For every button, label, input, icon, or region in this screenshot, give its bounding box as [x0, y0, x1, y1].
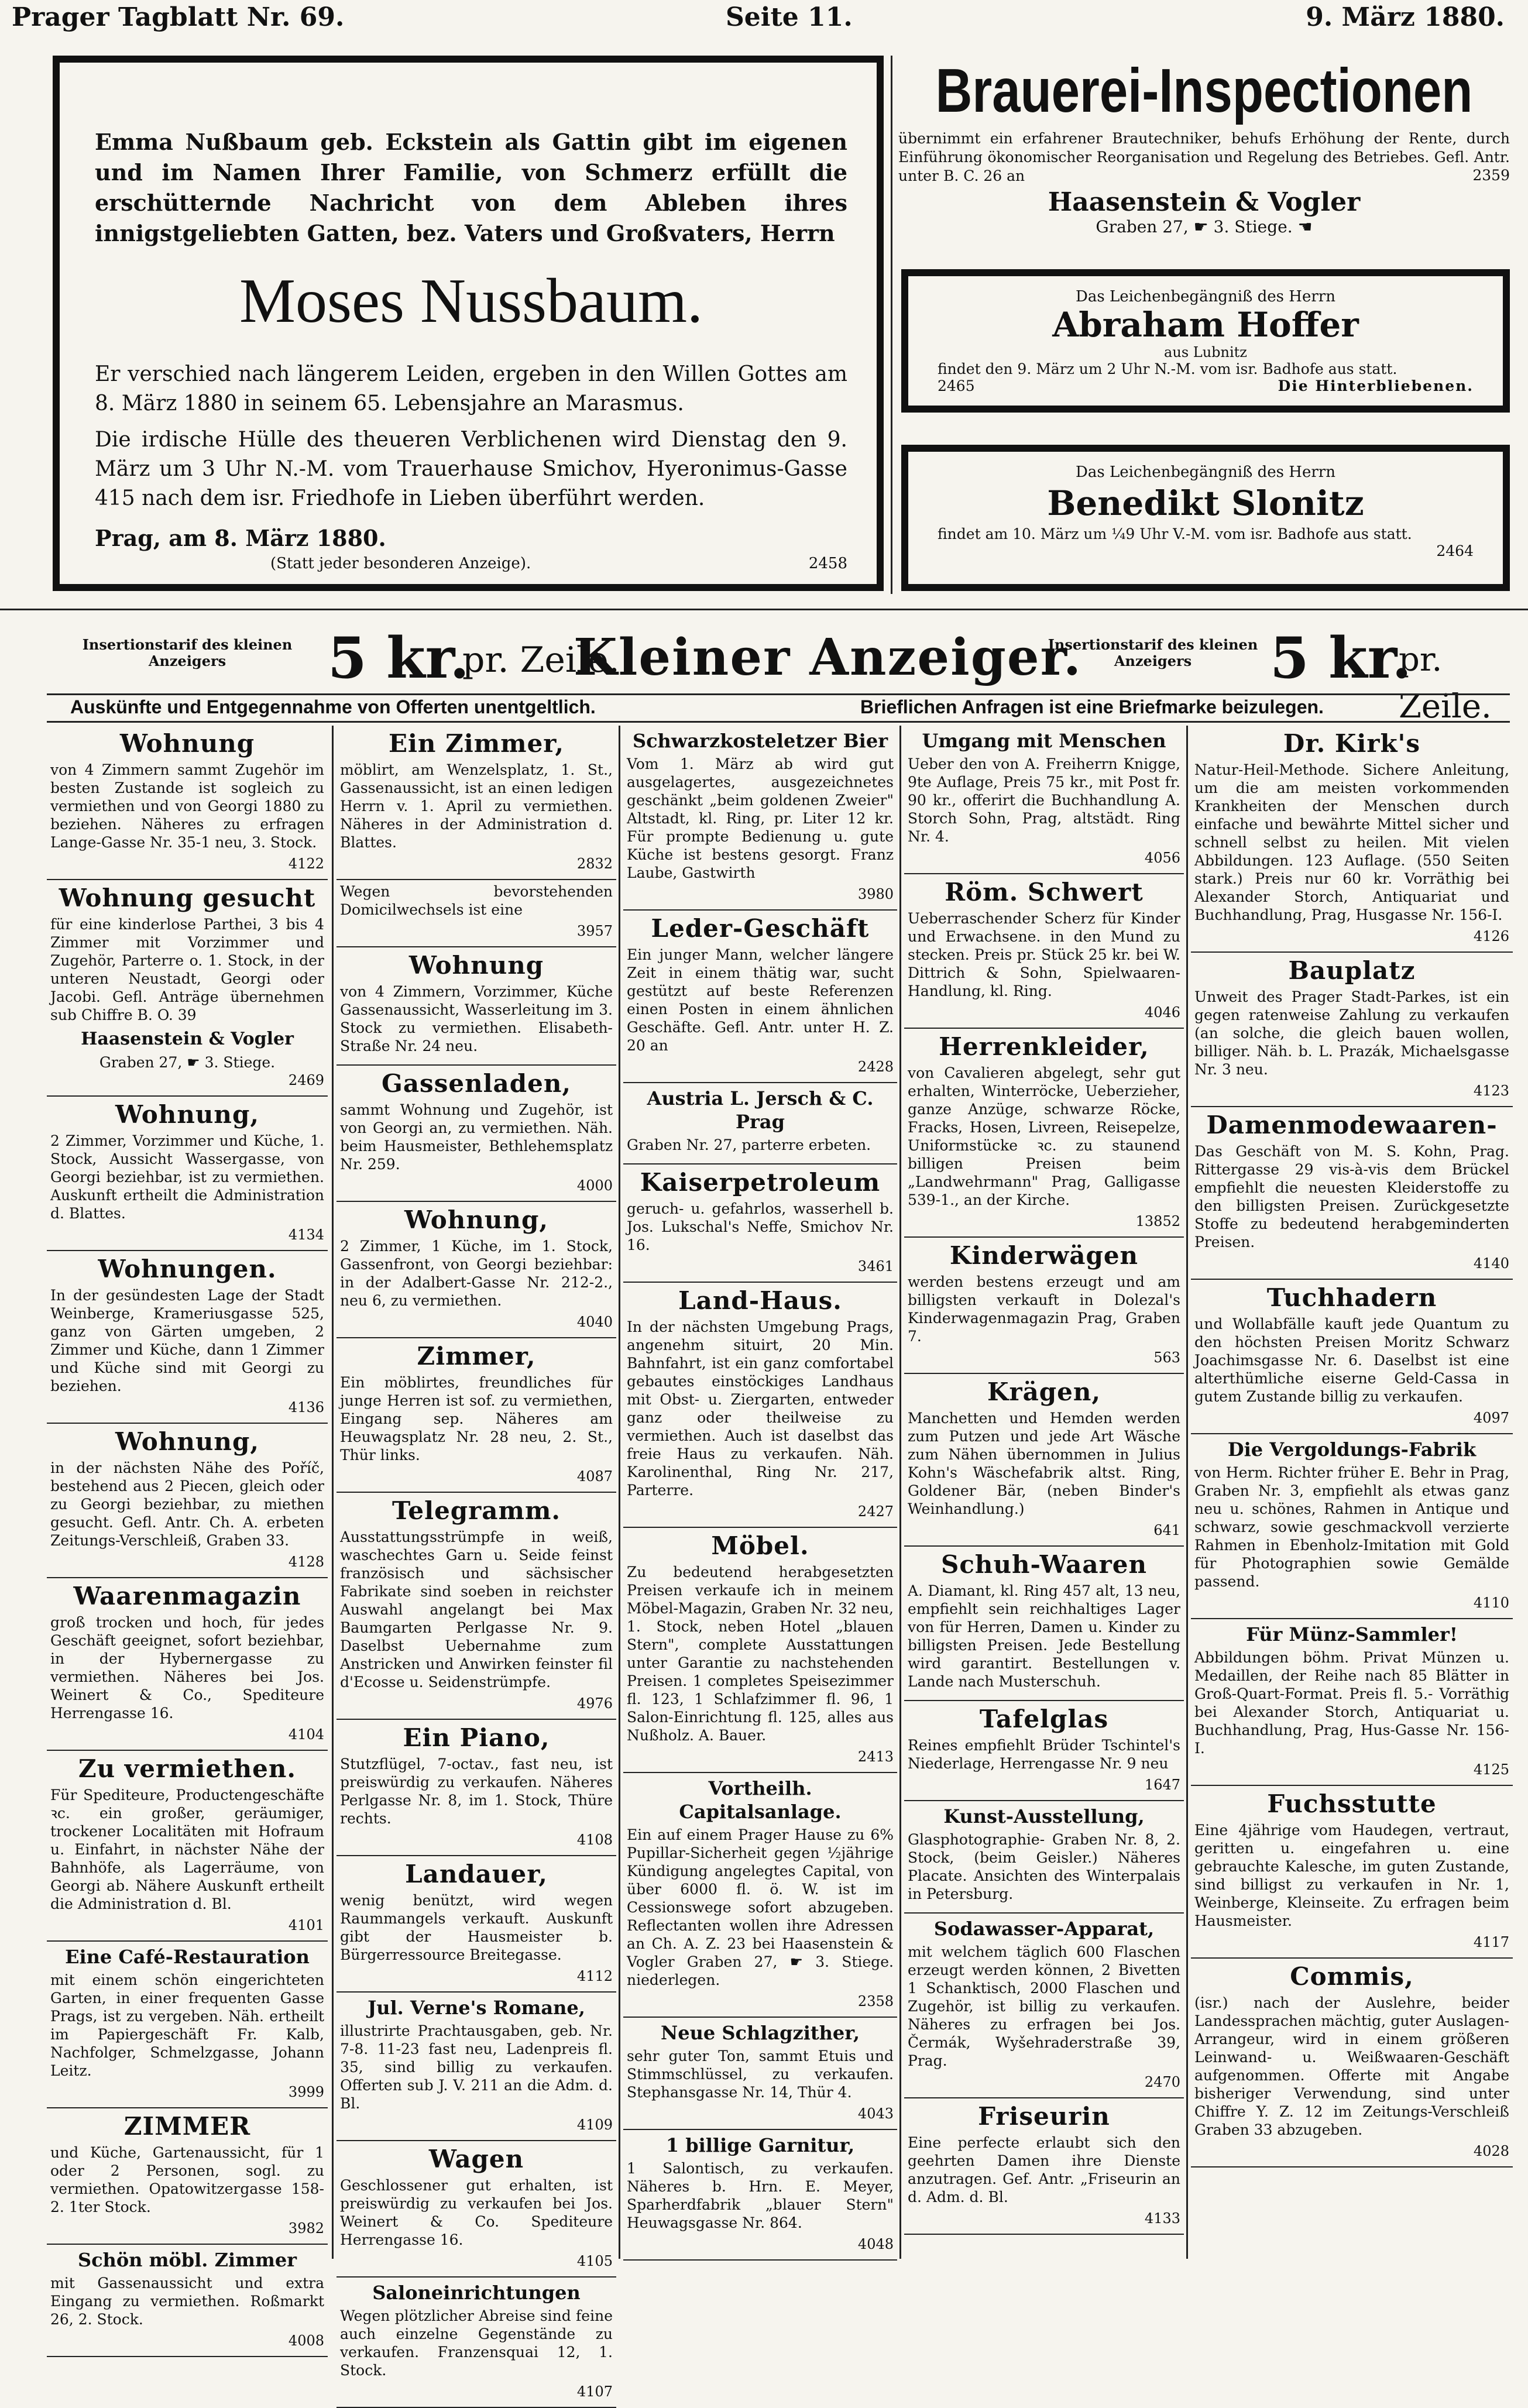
ad-text: Wegen plötzlicher Abreise sind feine auch einzelne Gegenstände zu verkaufen. Franzensquai 12, 1. Stock.	[340, 2307, 613, 2379]
funeral-notice-1	[901, 269, 1510, 413]
ad-number: 4117	[1473, 1934, 1509, 1950]
ad-text: In der nächsten Umgebung Prags, angenehm situirt, 20 Min. Bahnfahrt, ist ein ganz comfortabel gebautes einstöckiges Landhaus mit Obst- u. Ziergarten, entweder ganz oder theilweise zu vermiethen. Auch ist daselbst das freie Haus zu verkaufen. Näh. Karolinenthal, Ring Nr. 217, Parterre.	[627, 1318, 894, 1499]
ad-number: 641	[1153, 1522, 1180, 1538]
ad-headline: Gassenladen,	[381, 1069, 572, 1098]
classifieds-column-3	[623, 726, 897, 2259]
ad-text: Zu bedeutend herabgesetzten Preisen verkaufe ich in meinem Möbel-Magazin, Graben Nr. 32 neu, 1. Stock, neben Hotel „blauen Stern", complete Ausstattungen unter Garantie zu nachstehenden Preisen. 1 completes Speisezimmer fl. 123, 1 Schlafzimmer fl. 96, 1 Salon-Einrichtung fl. 125, alles aus Nußholz. A. Bauer.	[627, 1564, 894, 1744]
funeral-2-intro: Das Leichenbegängniß des Herrn	[1076, 463, 1335, 481]
classified-ad	[336, 726, 616, 880]
ad-headline: 1 billige Garnitur,	[665, 2134, 855, 2156]
classifieds-subheader	[47, 693, 1510, 723]
ad-text: 2 Zimmer, 1 Küche, im 1. Stock, Gassenfront, von Georgi beziehbar: in der Adalbert-Gasse Nr. 212-2., neu 6, zu vermiethen.	[340, 1238, 613, 1309]
ad-text: Ein möblirtes, freundliches für junge Herren ist sof. zu vermiethen, Eingang sep. Näheres am Heuwagsplatz Nr. 28 neu, 2. St., Thür links.	[340, 1374, 613, 1464]
classified-ad	[904, 726, 1184, 874]
brauerei-ad	[898, 56, 1510, 272]
ad-text: Unweit des Prager Stadt-Parkes, ist ein gegen ratenweise Zahlung zu verkaufen (an solche, die gleich bauen wollen, billiger. Näh. b. L. Prazák, Michaelsgasse Nr. 3 neu.	[1194, 988, 1509, 1078]
ad-number: 4112	[576, 1968, 613, 1984]
classified-ad	[336, 2278, 616, 2408]
classified-ad	[623, 911, 897, 1083]
brauerei-agency: Haasenstein & Vogler	[1048, 187, 1361, 217]
ad-text: Ein auf einem Prager Hause zu 6% Pupillar-Sicherheit gegen ½jährige Kündigung angelegtes Capital, von über 6000 fl. ö. W. ist im Cessionswege sofort abzugeben. Reflectanten wollen ihre Adressen an Ch. A. Z. 23 bei Haasenstein & Vogler Graben 27, ☛ 3. Stiege. niederlegen.	[627, 1826, 894, 1988]
ad-number: 4105	[576, 2253, 613, 2269]
ad-number: 3980	[857, 886, 894, 902]
ad-headline: Herrenkleider,	[939, 1032, 1149, 1061]
classified-ad	[336, 1856, 616, 1993]
unit-left: pr. Zeile.	[462, 640, 620, 681]
ad-headline: Röm. Schwert	[945, 878, 1144, 906]
ad-text: Wegen bevorstehenden Domicilwechsels ist eine	[340, 883, 613, 918]
ad-address: Graben 27, ☛ 3. Stiege.	[99, 1054, 276, 1071]
ad-headline: Dr. Kirk's	[1283, 729, 1421, 758]
ad-text: mit einem schön eingerichteten Garten, in einer frequenten Gasse Prags, ist zu vergeben. Näh. ertheilt im Papiergeschäft Fr. Kalb, Nachfolger, Schmelzgasse, Johann Leitz.	[50, 1971, 324, 2079]
classified-ad	[47, 1751, 328, 1942]
ad-text: Reines empfiehlt Brüder Tschintel's Niederlage, Herrengasse Nr. 9 neu	[908, 1737, 1180, 1772]
ad-number: 4976	[576, 1695, 613, 1712]
ad-text: möblirt, am Wenzelsplatz, 1. St., Gassenaussicht, ist an einen ledigen Herrn v. 1. April zu vermiethen. Näheres in der Administration d. Blattes.	[340, 761, 613, 851]
brauerei-number: 2359	[1472, 167, 1510, 184]
classified-ad	[623, 1083, 897, 1165]
obituary-text-1: Er verschied nach längerem Leiden, ergeben in den Willen Gottes am 8. März 1880 in seinem 65. Lebensjahre an Marasmus.	[95, 362, 847, 415]
ad-headline: Krägen,	[987, 1378, 1101, 1406]
ad-headline: Land-Haus.	[678, 1286, 842, 1315]
ad-headline: Commis,	[1290, 1962, 1414, 1991]
classifieds-column-1	[47, 726, 328, 2349]
classified-ad	[1191, 1434, 1513, 1619]
classified-ad	[336, 1493, 616, 1720]
classified-ad	[336, 1066, 616, 1202]
classified-ad	[1191, 953, 1513, 1107]
ad-headline: Tuchhadern	[1266, 1283, 1437, 1312]
classifieds-column-5	[1191, 726, 1513, 2259]
ad-headline: Umgang mit Menschen	[922, 730, 1166, 752]
obituary-text-2: Die irdische Hülle des theueren Verblichenen wird Dienstag den 9. März um 3 Uhr N.-M. vom Trauerhause Smichov, Hyeronimus-Gasse 415 nach dem isr. Friedhofe in Lieben überführt werden.	[95, 428, 847, 510]
ad-number: 4043	[857, 2105, 894, 2122]
ad-text: Das Geschäft von M. S. Kohn, Prag. Rittergasse 29 vis-à-vis dem Brückel empfiehlt die neuesten Kleiderstoffe zu den billigsten Preisen. Zurückgesetzte Stoffe zu bedeutend herabgeminderten Preisen.	[1194, 1143, 1509, 1251]
classified-ad	[1191, 726, 1513, 953]
ad-number: 4046	[1144, 1004, 1180, 1021]
ad-number: 3982	[288, 2220, 324, 2237]
classified-ad	[904, 874, 1184, 1029]
funeral-2-text: findet am 10. März um ¼9 Uhr V.-M. vom isr. Badhofe aus statt.	[938, 525, 1412, 542]
ad-text: Ueberraschender Scherz für Kinder und Erwachsene. in den Mund zu stecken. Preis pr. Stück 25 kr. bei W. Dittrich & Sohn, Spielwaaren-Handlung, kl. Ring.	[908, 910, 1180, 999]
ad-number: 4087	[576, 1468, 613, 1485]
unit-right: pr. Zeile.	[1399, 641, 1492, 726]
ad-text: Ueber den von A. Freiherrn Knigge, 9te Auflage, Preis 75 kr., mit Post fr. 90 kr., offerirt die Buchhandlung A. Storch Sohn, Prag, altstädt. Ring Nr. 4.	[908, 755, 1180, 845]
deceased-name: Moses Nussbaum.	[239, 266, 703, 336]
ad-headline: Neue Schlagzither,	[661, 2022, 860, 2044]
ad-number: 4097	[1473, 1410, 1509, 1426]
ad-number: 2469	[288, 1072, 324, 1088]
ad-text: Glasphotographie- Graben Nr. 8, 2. Stock, (beim Geisler.) Näheres Placate. Ansichten des Winterpalais in Petersburg.	[908, 1831, 1180, 1902]
classified-ad	[336, 1720, 616, 1856]
ad-headline: Kunst-Ausstellung,	[943, 1805, 1145, 1828]
classified-ad	[1191, 1786, 1513, 1959]
classified-ad	[1191, 1280, 1513, 1434]
ad-text: sehr guter Ton, sammt Etuis und Stimmschlüssel, zu verkaufen. Stephansgasse Nr. 14, Thür 4.	[627, 2048, 894, 2101]
ad-headline: Möbel.	[711, 1531, 809, 1560]
sub-left: Auskünfte und Entgegennahme von Offerten unentgeltlich.	[70, 696, 596, 717]
ad-number: 4101	[288, 1917, 324, 1933]
classified-ad	[47, 1578, 328, 1751]
ad-number: 4048	[857, 2236, 894, 2252]
ad-text: sammt Wohnung und Zugehör, ist von Georgi an, zu vermiethen. Näh. beim Hausmeister, Bethlehemsplatz Nr. 259.	[340, 1101, 613, 1173]
ad-headline: Bauplatz	[1288, 956, 1416, 985]
top-column-divider	[891, 56, 892, 594]
ad-text: (isr.) nach der Auslehre, beider Landessprachen mächtig, guter Auslagen-Arrangeur, wird in einem größeren Leinwand- u. Weißwaaren-Geschäft aufgenommen. Offerte mit Angabe bisheriger Verwendung, sind unter Chiffre Y. Z. 12 im Zeitungs-Verschleiß Graben 33 abzugeben.	[1194, 1994, 1509, 2138]
ad-text: Ausstattungsstrümpfe in weiß, waschechtes Garn u. Seide feinst französisch und sächsischer Fabrikate sind soeben in reichster Auswahl angelangt bei Max Baumgarten Perlgasse Nr. 9. Daselbst Uebernahme zum Anstricken und Anwirken feinster fil d'Ecosse u. Seidenstrümpfe.	[340, 1528, 613, 1691]
ad-headline: Austria L. Jersch & C. Prag	[647, 1087, 874, 1133]
ad-headline: Schwarzkosteletzer Bier	[632, 730, 888, 752]
ad-number: 1647	[1144, 1777, 1180, 1793]
ad-number: 4128	[288, 1554, 324, 1570]
ad-number: 4028	[1473, 2143, 1509, 2159]
classified-ad	[904, 1238, 1184, 1374]
ad-headline: Schuh-Waaren	[941, 1550, 1147, 1579]
ad-headline: Damenmodewaaren-	[1206, 1111, 1498, 1139]
classified-ad	[623, 1773, 897, 2018]
ad-number: 2428	[857, 1059, 894, 1075]
classifieds-column-4	[904, 726, 1184, 2259]
page-header	[0, 0, 1528, 41]
classified-ad	[336, 880, 616, 947]
ad-headline: Wohnung,	[115, 1100, 259, 1129]
ad-text: mit Gassenaussicht und extra Eingang zu vermiethen. Roßmarkt 26, 2. Stock.	[50, 2275, 324, 2328]
ad-headline: Vortheilh. Capitalsanlage.	[679, 1777, 842, 1823]
ad-headline: Zimmer,	[417, 1342, 536, 1370]
ad-headline: Eine Café-Restauration	[65, 1946, 310, 1968]
funeral-1-name: Abraham Hoffer	[1052, 305, 1359, 345]
tarif-left: Insertionstarif des kleinen Anzeigers	[82, 636, 293, 669]
ad-number: 4133	[1144, 2210, 1180, 2227]
ad-number: 4104	[288, 1726, 324, 1743]
ad-headline: Ein Zimmer,	[388, 729, 565, 758]
ad-text: Stutzflügel, 7-octav., fast neu, ist preiswürdig zu verkaufen. Näheres Perlgasse Nr. 8, im 1. Stock, Thüre rechts.	[340, 1756, 613, 1827]
ad-headline: Schön möbl. Zimmer	[77, 2249, 297, 2271]
ad-headline: Die Vergoldungs-Fabrik	[1227, 1438, 1477, 1461]
ad-text: Ein junger Mann, welcher längere Zeit in einem thätig war, sucht gestützt auf beste Referenzen einen Posten in einem ähnlichen Geschäfte. Gefl. Antr. unter H. Z. 20 an	[627, 946, 894, 1054]
brauerei-address: Graben 27, ☛ 3. Stiege. ☚	[1096, 217, 1313, 236]
classified-ad	[336, 1993, 616, 2141]
ad-text: Für Spediteure, Productengeschäfte ꝛc. ein großer, geräumiger, trockener Localitäten mit Hofraum u. Einfahrt, in nächster Nähe der Bahnhöfe, als Lagerräume, von Georgi ab. Nähere Auskunft ertheilt die Administration d. Bl.	[50, 1787, 324, 1912]
ad-number: 4109	[576, 2117, 613, 2133]
ad-text: Natur-Heil-Methode. Sichere Anleitung, um die am meisten vorkommenden Krankheiten der Menschen durch einfache und bewährte Mittel sicher und schnell selbst zu heilen. Mit vielen Abbildungen. 123 Auflage. (550 Seiten stark.) Preis nur 60 kr. Vorräthig bei Alexander Storch, Antiquariat und Buchhandlung, Prag, Husgasse Nr. 156-I.	[1194, 761, 1509, 923]
column-divider	[1186, 726, 1188, 2259]
classified-ad	[47, 880, 328, 1097]
classifieds-title: Kleiner Anzeiger.	[574, 628, 1082, 687]
ad-text: In der gesündesten Lage der Stadt Weinberge, Krameriusgasse 525, ganz von Gärten umgeben, 2 Zimmer und Küche, dann 1 Zimmer und Küche sind mit Georgi zu beziehen.	[50, 1287, 324, 1394]
classified-ad	[904, 1801, 1184, 1914]
funeral-2-name: Benedikt Slonitz	[1047, 483, 1364, 523]
ad-headline: Wohnung	[408, 951, 544, 980]
ad-text: in der nächsten Nähe des Poříč, bestehend aus 2 Piecen, gleich oder zu Georgi beziehbar, zu miethen gesucht. Gefl. Antr. Ch. A. erbeten Zeitungs-Verschleiß, Graben 33.	[50, 1459, 324, 1549]
brauerei-text: übernimmt ein erfahrener Brautechniker, behufs Erhöhung der Rente, durch Einführung ökonomischer Reorganisation und Regelung des Betriebes. Gefl. Antr. unter B. C. 26 an	[898, 130, 1510, 184]
ad-number: 4040	[576, 1314, 613, 1330]
ad-headline: Saloneinrichtungen	[372, 2282, 581, 2304]
ad-text: für eine kinderlose Parthei, 3 bis 4 Zimmer mit Vorzimmer und Zugehör, Parterre o. 1. Stock, in der unteren Neustadt, Georgi oder Jacobi. Gefl. Anträge übernehmen sub Chiffre B. O. 39	[50, 916, 324, 1023]
funeral-notice-2	[901, 445, 1510, 591]
classified-ad	[336, 947, 616, 1066]
ad-number: 4134	[288, 1227, 324, 1243]
ad-text: werden bestens erzeugt und am billigsten verkauft in Dolezal's Kinderwagenmagazin Prag, Graben 7.	[908, 1273, 1180, 1345]
ad-headline: Ein Piano,	[403, 1723, 550, 1752]
ad-headline: Kaiserpetroleum	[640, 1168, 881, 1197]
ad-number: 4123	[1473, 1083, 1509, 1099]
classified-ad	[623, 726, 897, 911]
classified-ad	[336, 1202, 616, 1338]
ad-number: 4008	[288, 2333, 324, 2349]
ad-text: Abbildungen böhm. Privat Münzen u. Medaillen, der Reihe nach 85 Blätter in Groß-Quart-Format. Preis fl. 5.- Vorräthig bei Alexander Storch, Antiquariat u. Buchhandlung, Prag, Hus-Gasse Nr. 156-I.	[1194, 1649, 1509, 1757]
obituary-intro: Emma Nußbaum geb. Eckstein als Gattin gibt im eigenen und im Namen Ihrer Familie, von Schmerz erfüllt die erschütternde Nachricht von dem Ableben ihres innigstgeliebten Gatten, bez. Vaters und Großvaters, Herrn	[95, 129, 847, 246]
ad-text: von 4 Zimmern, Vorzimmer, Küche Gassenaussicht, Wasserleitung im 3. Stock zu vermiethen. Elisabeth-Straße Nr. 24 neu.	[340, 983, 613, 1054]
ad-text: Eine perfecte erlaubt sich den geehrten Damen ihre Dienste anzutragen. Gef. Antr. „Friseurin an d. Adm. d. Bl.	[908, 2134, 1180, 2206]
classified-ad	[904, 1547, 1184, 1701]
ad-text: von Cavalieren abgelegt, sehr gut erhalten, Winterröcke, Ueberzieher, ganze Anzüge, schwarze Röcke, Fracks, Hosen, Livreen, Reisepelze, Uniformstücke ꝛc. zu staunend billigen Preisen beim „Landwehrmann" Prag, Galligasse 539-1., an der Kirche.	[908, 1064, 1180, 1208]
ad-headline: Tafelglas	[979, 1705, 1109, 1733]
column-divider	[619, 726, 620, 2259]
ad-text: geruch- u. gefahrlos, wasserhell b. Jos. Lukschal's Neffe, Smichov Nr. 16.	[627, 1200, 894, 1253]
ad-number: 4136	[288, 1399, 324, 1416]
ad-headline: Fuchsstutte	[1267, 1789, 1437, 1818]
classified-ad	[623, 2018, 897, 2130]
funeral-1-signature: Die Hinterbliebenen.	[1278, 377, 1474, 394]
ad-number: 563	[1153, 1349, 1180, 1366]
classified-ad	[904, 1914, 1184, 2098]
column-divider	[332, 726, 334, 2259]
ad-number: 4000	[576, 1177, 613, 1194]
ad-headline: ZIMMER	[123, 2112, 251, 2141]
ad-text: Graben Nr. 27, parterre erbeten.	[627, 1136, 871, 1153]
ad-number: 4056	[1144, 850, 1180, 866]
price-left: 5 kr.	[328, 625, 469, 691]
ad-text: 2 Zimmer, Vorzimmer und Küche, 1. Stock, Aussicht Wassergasse, von Georgi beziehbar, ist zu vermiethen. Auskunft ertheilt die Administration d. Blattes.	[50, 1132, 324, 1222]
ad-number: 13852	[1135, 1213, 1180, 1229]
funeral-1-text: findet den 9. März um 2 Uhr N.-M. vom isr. Badhofe aus statt.	[938, 360, 1397, 377]
price-right: 5 kr.	[1270, 625, 1412, 691]
ad-headline: Sodawasser-Apparat,	[933, 1918, 1155, 1940]
ad-text: und Küche, Gartenaussicht, für 1 oder 2 Personen, sogl. zu vermiethen. Opatowitzergasse 158-2. 1ter Stock.	[50, 2144, 324, 2215]
classified-ad	[904, 2098, 1184, 2235]
ad-headline: Wohnung,	[404, 1205, 548, 1234]
sub-right: Brieflichen Anfragen ist eine Briefmarke beizulegen.	[860, 696, 1324, 717]
ad-number: 4107	[576, 2383, 613, 2400]
ad-headline: Leder-Geschäft	[651, 914, 870, 943]
ad-number: 2832	[576, 856, 613, 872]
ad-headline: Waarenmagazin	[73, 1582, 301, 1610]
classified-ad	[47, 1424, 328, 1578]
ad-text: von Herm. Richter früher E. Behr in Prag, Graben Nr. 3, empfiehlt als etwas ganz neu u. schönes, Rahmen in Antique und schwarz, sowie geschmackvoll verzierte Rahmen in Ebenholz-Imitation mit Gold für Photographien sowie Gemälde passend.	[1194, 1464, 1509, 1590]
ad-text: und Wollabfälle kauft jede Quantum zu den höchsten Preisen Moritz Schwarz Joachimsgasse Nr. 6. Daselbst ist eine alterthümliche eiserne Geld-Cassa in gutem Zustande billig zu verkaufen.	[1194, 1315, 1509, 1405]
ad-headline: Wohnung,	[115, 1427, 259, 1456]
classified-ad	[47, 1942, 328, 2108]
classified-ad	[623, 1283, 897, 1528]
ad-headline: Wagen	[428, 2145, 524, 2173]
classified-ad	[623, 1165, 897, 1283]
funeral-1-number: 2465	[938, 377, 975, 394]
ad-text: illustrirte Prachtausgaben, geb. Nr. 7-8. 11-23 fast neu, Ladenpreis fl. 35, sind billig zu verkaufen. Offerten sub J. V. 211 an die Adm. d. Bl.	[340, 2022, 613, 2112]
classifieds-column-2	[336, 726, 616, 2400]
classified-ad	[623, 2130, 897, 2261]
classified-ad	[47, 2108, 328, 2245]
page-number: Seite 11.	[726, 2, 853, 32]
classified-ad	[47, 1251, 328, 1424]
tarif-right: Insertionstarif des kleinen Anzeigers	[1048, 636, 1258, 669]
ad-number: 4140	[1473, 1255, 1509, 1272]
ad-headline: Kinderwägen	[949, 1241, 1139, 1270]
issue-date: 9. März 1880.	[1306, 2, 1505, 32]
obituary-notice	[53, 56, 884, 591]
obituary-note: (Statt jeder besonderen Anzeige).	[270, 555, 531, 572]
ad-text: mit welchem täglich 600 Flaschen erzeugt werden können, 2 Bivetten 1 Schanktisch, 2000 Flaschen und Zugehör, ist billig zu verkaufen. Näheres zu erfragen bei Jos. Čermák, Wyšehraderstraße 39, Prag.	[908, 1943, 1180, 2069]
ad-headline: Friseurin	[978, 2102, 1110, 2131]
ad-headline: Für Münz-Sammler!	[1246, 1623, 1458, 1646]
ad-number: 4125	[1473, 1761, 1509, 1778]
ad-number: 4108	[576, 1832, 613, 1848]
section-divider	[0, 609, 1528, 610]
ad-text: Vom 1. März ab wird gut ausgelagertes, ausgezeichnetes geschänkt „beim goldenen Zweier" Altstadt, kl. Ring, pr. Liter 12 kr. Für prompte Bedienung u. gute Küche ist bestens gesorgt. Franz Laube, Gastwirth	[627, 755, 894, 881]
classified-ad	[904, 1701, 1184, 1801]
ad-text: Manchetten und Hemden werden zum Putzen und jede Art Wäsche zum Nähen übernommen in Julius Kohn's Wäschefabrik altst. Ring, Goldener Bär, (neben Binder's Weinhandlung.)	[908, 1410, 1180, 1517]
ad-headline: Telegramm.	[392, 1496, 561, 1525]
classified-ad	[1191, 1619, 1513, 1786]
ad-number: 2427	[857, 1503, 894, 1520]
ad-headline: Wohnung	[119, 729, 255, 758]
ad-text: von 4 Zimmern sammt Zugehör im besten Zustande ist sogleich zu vermiethen und von Georgi 1880 zu beziehen. Näheres zu erfragen Lange-Gasse Nr. 35-1 neu, 3. Stock.	[50, 761, 324, 851]
ad-text: groß trocken und hoch, für jedes Geschäft geeignet, sofort beziehbar, in der Hybernergasse zu vermiethen. Näheres bei Jos. Weinert & Co., Spediteure Herrengasse 16.	[50, 1614, 324, 1722]
obituary-place-date: Prag, am 8. März 1880.	[95, 525, 386, 551]
brauerei-title: Brauerei-Inspectionen	[935, 56, 1473, 125]
ad-number: 3957	[576, 923, 613, 939]
classified-ad	[47, 726, 328, 880]
obituary-number: 2458	[808, 555, 847, 572]
ad-headline: Landauer,	[405, 1860, 548, 1888]
ad-text: 1 Salontisch, zu verkaufen. Näheres b. Hrn. E. Meyer, Sparherdfabrik „blauer Stern" Heuwagsgasse Nr. 864.	[627, 2160, 894, 2231]
classified-ad	[336, 2141, 616, 2278]
classified-ad	[1191, 1959, 1513, 2167]
classified-ad	[904, 1374, 1184, 1547]
ad-text: Geschlossener gut erhalten, ist preiswürdig zu verkaufen bei Jos. Weinert & Co. Spediteure Herrengasse 16.	[340, 2177, 613, 2248]
classified-ad	[904, 1029, 1184, 1238]
funeral-1-intro: Das Leichenbegängniß des Herrn	[1076, 288, 1335, 305]
ad-number: 2470	[1144, 2074, 1180, 2090]
classified-ad	[47, 1097, 328, 1251]
ad-text: Eine 4jährige vom Haudegen, vertraut, geritten u. eingefahren u. eine gebrauchte Kalesche, im guten Zustande, sind billigst zu verkaufen in Nr. 1, Weinberge, Kleinseite. Zu erfragen beim Hausmeister.	[1194, 1822, 1509, 1929]
funeral-1-from: aus Lubnitz	[1164, 344, 1247, 360]
classified-ad	[623, 1528, 897, 1773]
ad-number: 4122	[288, 856, 324, 872]
ad-headline: Zu vermiethen.	[78, 1754, 296, 1783]
ad-number: 4126	[1473, 928, 1509, 944]
ad-headline: Wohnungen.	[98, 1255, 277, 1283]
ad-number: 4110	[1473, 1595, 1509, 1611]
ad-number: 3461	[857, 1258, 894, 1275]
classified-ad	[1191, 1107, 1513, 1280]
classified-ad	[47, 2245, 328, 2357]
ad-headline: Jul. Verne's Romane,	[368, 1997, 585, 2019]
ad-agency: Haasenstein & Vogler	[81, 1029, 294, 1049]
ad-text: wenig benützt, wird wegen Raummangels verkauft. Auskunft gibt der Hausmeister b. Bürgerressource Breitegasse.	[340, 1892, 613, 1963]
classified-ad	[336, 1338, 616, 1493]
ad-text: A. Diamant, kl. Ring 457 alt, 13 neu, empfiehlt sein reichhaltiges Lager von für Herren, Damen u. Kinder zu billigsten Preisen. Jede Bestellung wird garantirt. Bestellungen v. Lande nach Musterschuh.	[908, 1582, 1180, 1690]
newspaper-issue: Prager Tagblatt Nr. 69.	[12, 2, 345, 32]
ad-number: 2413	[857, 1749, 894, 1765]
ad-number: 2358	[857, 1993, 894, 2009]
funeral-2-number: 2464	[1436, 542, 1474, 559]
column-divider	[899, 726, 901, 2259]
ad-number: 3999	[288, 2084, 324, 2100]
ad-headline: Wohnung gesucht	[59, 884, 316, 912]
